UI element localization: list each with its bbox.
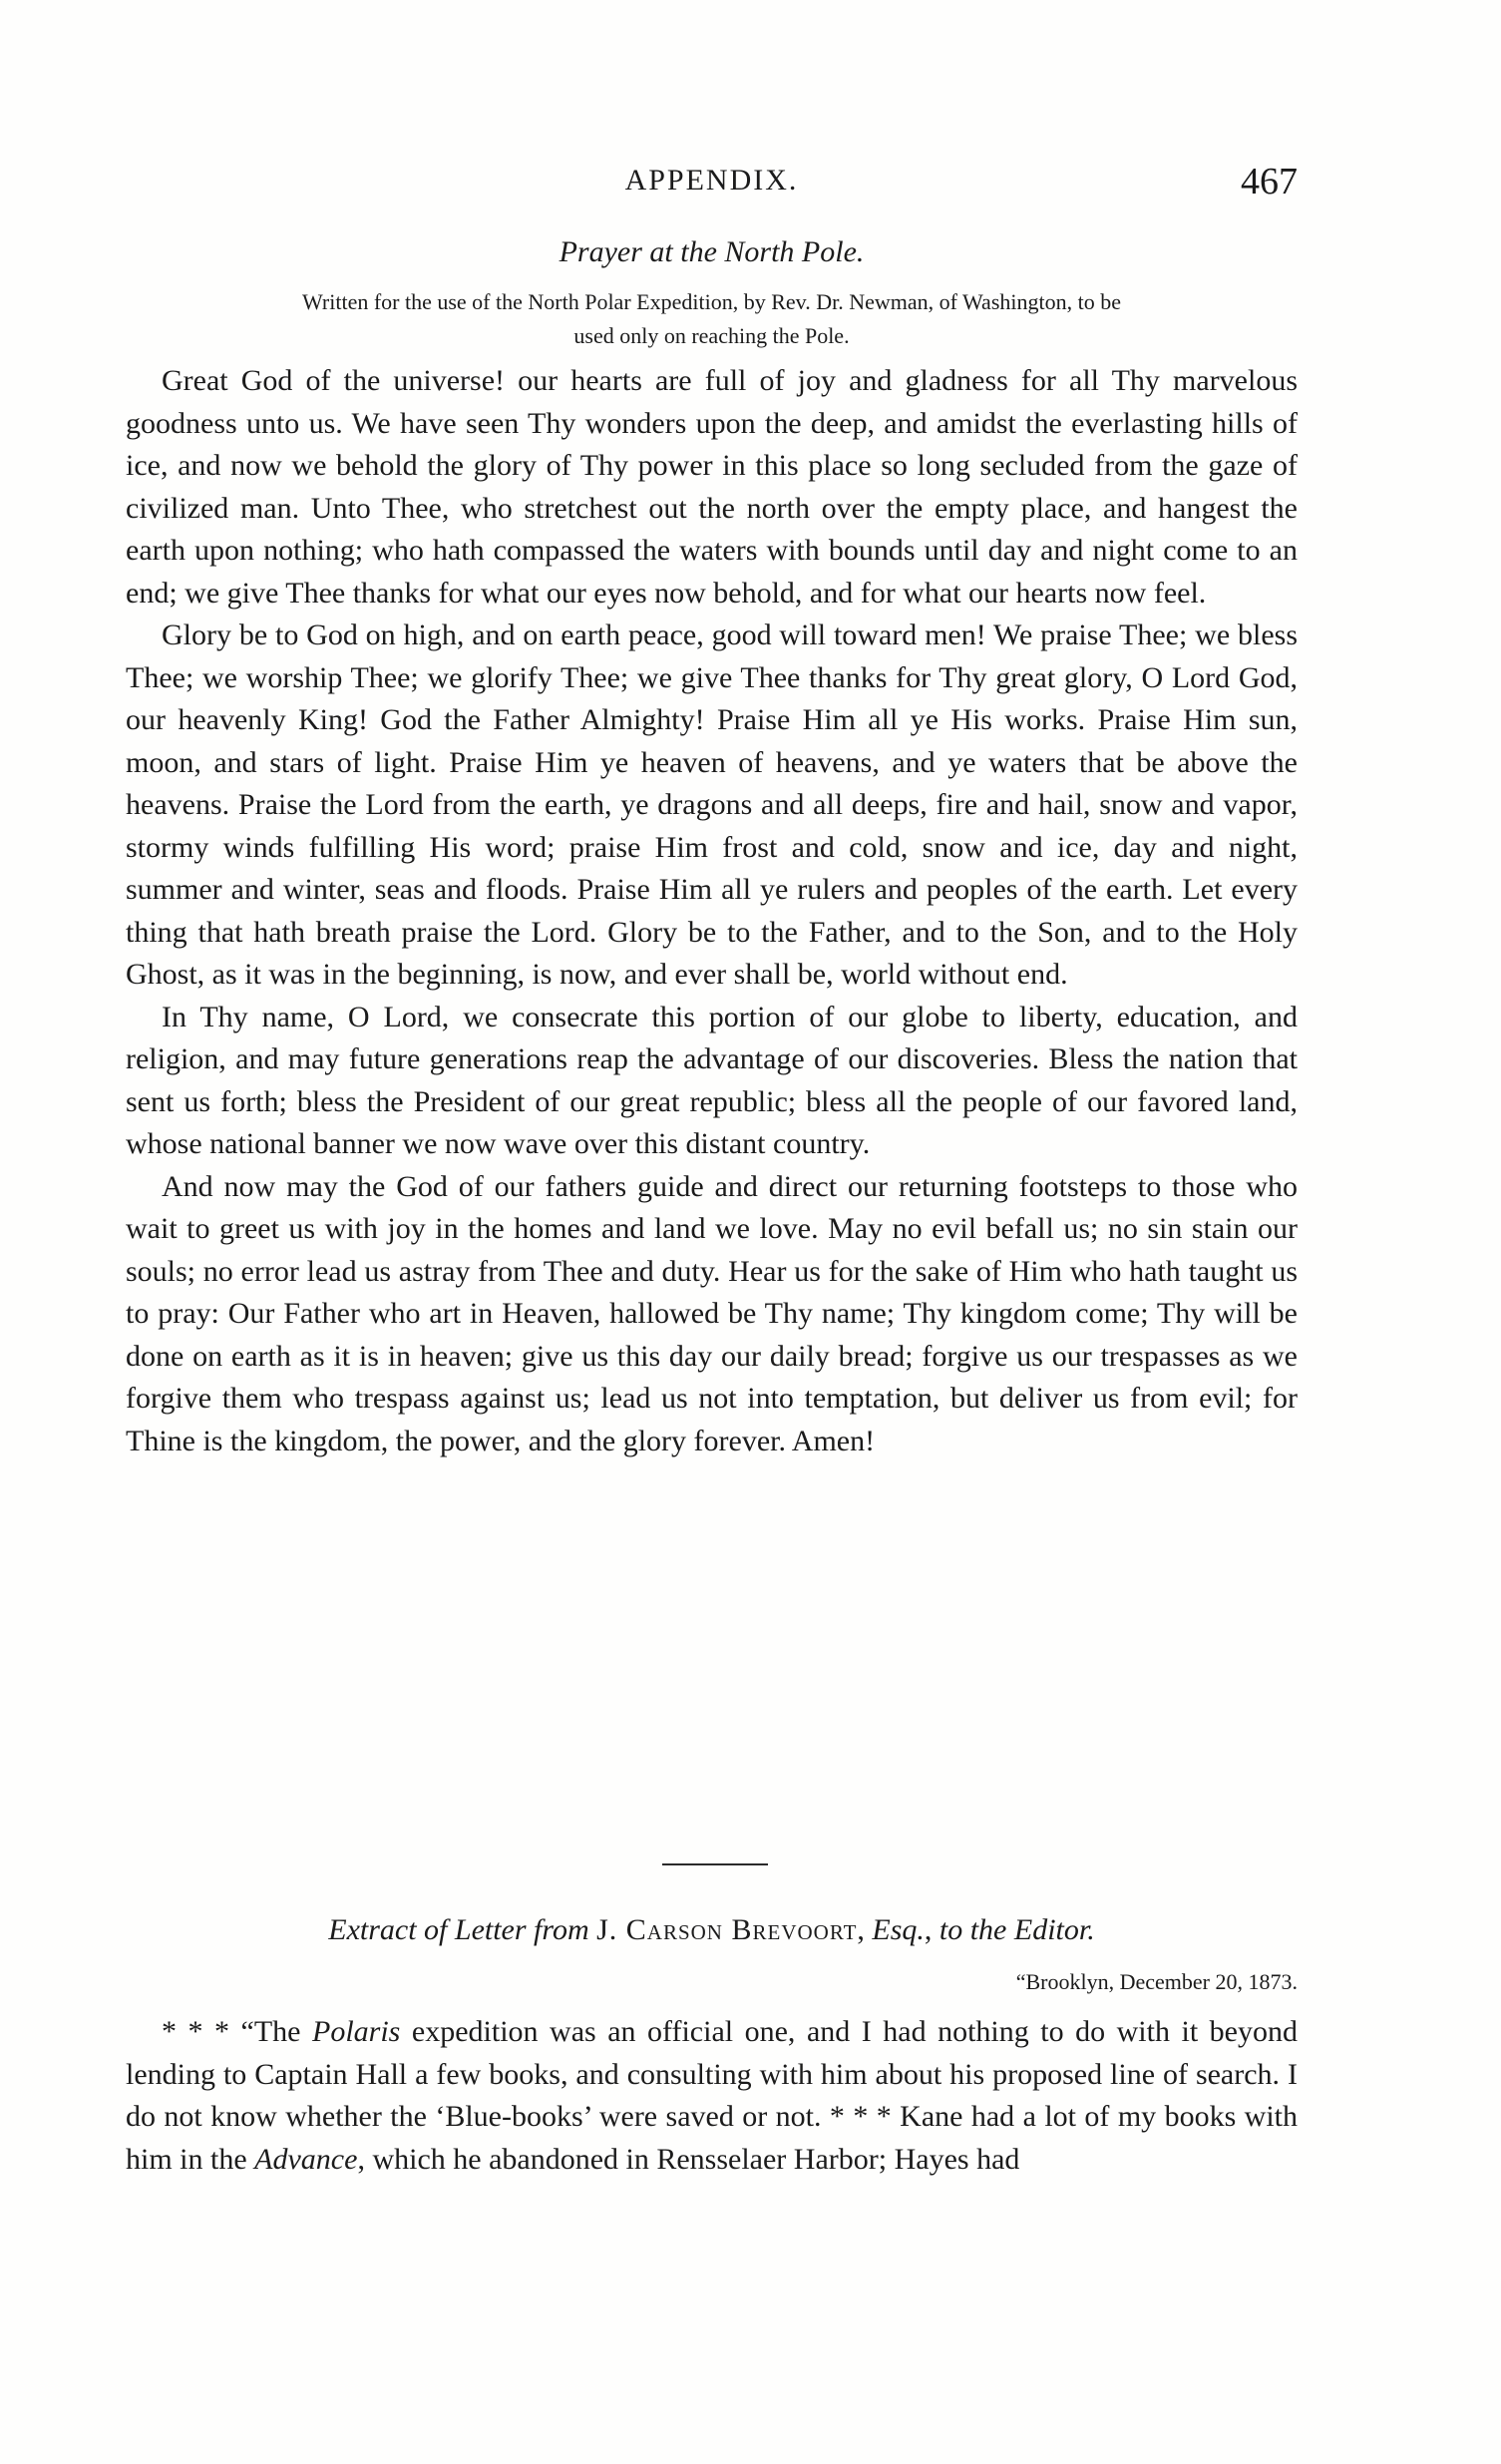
letter-body bbox=[126, 2011, 1298, 2181]
letter-vessel-name: Advance bbox=[254, 2142, 358, 2176]
extract-author-suffix: Esq. bbox=[872, 1913, 925, 1946]
running-title: APPENDIX. bbox=[624, 164, 799, 197]
prayer-note bbox=[126, 285, 1298, 353]
extract-heading-prefix: Extract of Letter from bbox=[328, 1913, 589, 1946]
letter-dateline: “Brooklyn, December 20, 1873. bbox=[1015, 1969, 1298, 1994]
prayer-paragraph: Glory be to God on high, and on earth peace, good will toward men! We praise Thee; we bless Thee; we worship Thee; we glorify Thee; we give Thee thanks for Thy great glory, O Lord God, our heavenly King! God the Father Almighty! Praise Him all ye His works. Praise Him sun, moon, and stars of light. Praise Him ye heaven of heavens, and ye waters that be above the heavens. Praise the Lord from the earth, ye dragons and all deeps, fire and hail, snow and vapor, stormy winds fulfilling His word; praise Him frost and cold, snow and ice, day and night, summer and winter, seas and floods. Praise Him all ye rulers and peoples of the earth. Let every thing that hath breath praise the Lord. Glory be to the Father, and to the Son, and to the Holy Ghost, as it was in the beginning, is now, and ever shall be, world without end. bbox=[126, 618, 1298, 991]
prayer-body bbox=[126, 360, 1298, 1462]
extract-author: J. Carson Brevoort bbox=[596, 1913, 858, 1946]
prayer-note-line: used only on reaching the Pole. bbox=[573, 323, 850, 348]
prayer-paragraph: Great God of the universe! our hearts are full of joy and gladness for all Thy marvelous goodness unto us. We have seen Thy wonders upon the deep, and amidst the everlasting hills of ice, and now we behold the glory of Thy power in this place so long secluded from the gaze of civilized man. Unto Thee, who stretchest out the north over the empty place, and hangest the earth upon nothing; who hath compassed the waters with bounds until day and night come to an end; we give Thee thanks for what our eyes now behold, and for what our hearts now feel. bbox=[126, 364, 1298, 610]
section-divider bbox=[662, 1863, 768, 1865]
letter-text: expedition was an official one, and I had nothing to do with it beyond lending to Captain Hall a few books, and consulting with him about his proposed line of search. I do not know whether the ‘Blue-books’ were saved or not. * * * Kane had a lot of my books with him in the bbox=[126, 2015, 1298, 2176]
letter-text: * * * “The bbox=[162, 2015, 313, 2048]
prayer-paragraph: And now may the God of our fathers guide and direct our returning footsteps to those who wait to greet us with joy in the homes and land we love. May no evil befall us; no sin stain our souls; no error lead us astray from Thee and duty. Hear us for the sake of Him who hath taught us to pray: Our Father who art in Heaven, hallowed be Thy name; Thy kingdom come; Thy will be done on earth as it is in heaven; give us this day our daily bread; forgive us our trespasses as we forgive them who trespass against us; lead us not into temptation, but deliver us from evil; for Thine is the kingdom, the power, and the glory forever. Amen! bbox=[126, 1169, 1298, 1457]
letter-ship-name: Polaris bbox=[312, 2015, 401, 2048]
prayer-note-line: Written for the use of the North Polar Expedition, by Rev. Dr. Newman, of Washington, to be bbox=[302, 289, 1121, 314]
letter-paragraph bbox=[126, 2011, 1298, 2181]
extract-heading: Extract of Letter from J. Carson Brevoort, Esq., to the Editor. bbox=[328, 1913, 1095, 1946]
letter-text: , which he abandoned in Rensselaer Harbor; Hayes had bbox=[357, 2142, 1020, 2176]
page-number: 467 bbox=[1241, 161, 1298, 203]
prayer-heading: Prayer at the North Pole. bbox=[559, 235, 865, 268]
extract-heading-suffix: to the Editor. bbox=[938, 1913, 1095, 1946]
running-head bbox=[126, 160, 1298, 204]
prayer-paragraph: In Thy name, O Lord, we consecrate this portion of our globe to liberty, education, and religion, and may future generations reap the advantage of our discoveries. Bless the nation that sent us forth; bless the President of our great republic; bless all the people of our favored land, whose national banner we now wave over this distant country. bbox=[126, 1000, 1298, 1160]
